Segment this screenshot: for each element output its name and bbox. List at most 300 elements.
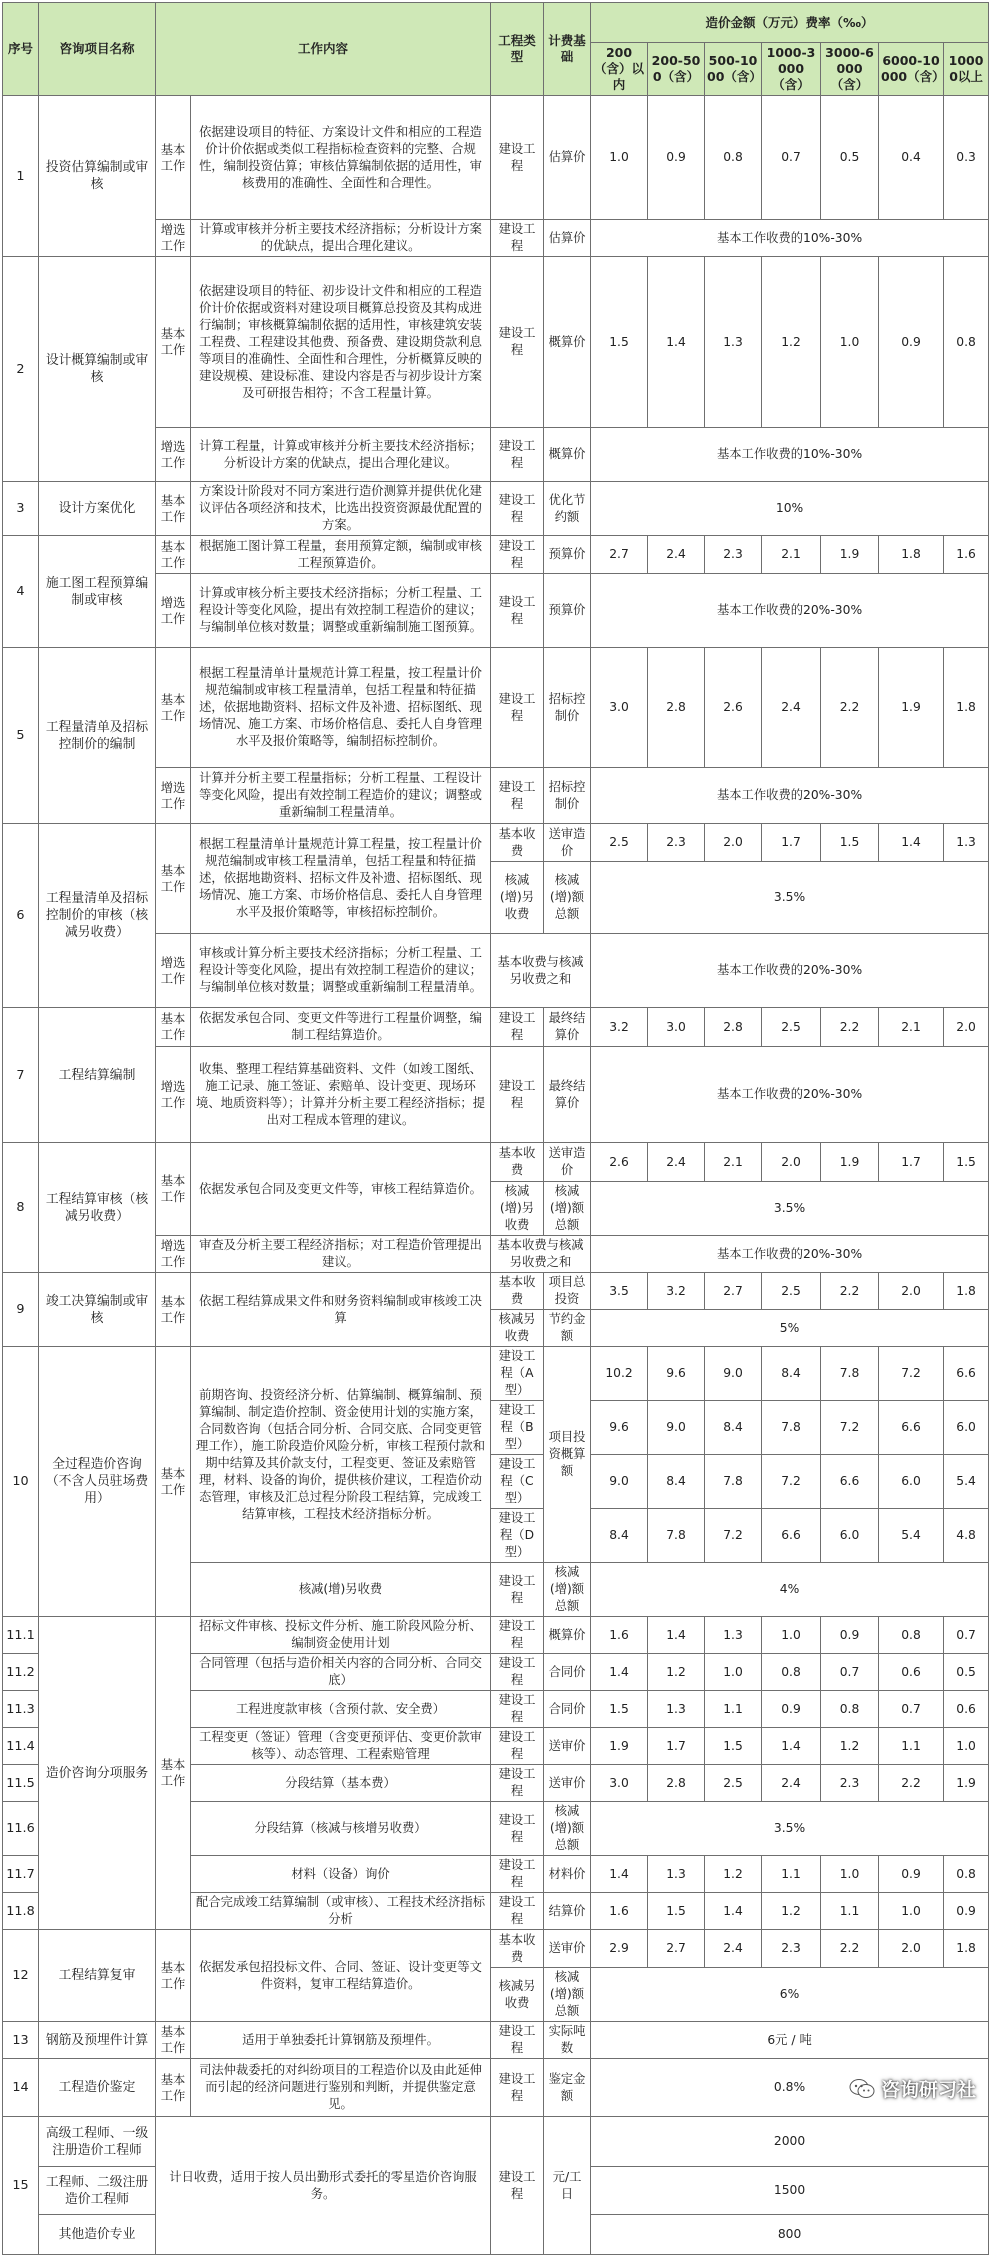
fee-basis: 最终结算价 xyxy=(544,1008,591,1047)
row-seq: 2 xyxy=(3,257,39,482)
work-content: 计算或审核分析主要技术经济指标；分析工程量、工程设计等变化风险，提出有效控制工程造价的建议；与编制单位核对数量；调整或重新编制施工图预算。 xyxy=(191,574,491,648)
rate-cell: 1.4 xyxy=(762,1728,821,1765)
row-seq: 11.1 xyxy=(3,1617,39,1654)
work-kind: 基本工作 xyxy=(156,1617,191,1930)
project-name: 投资估算编制或审核 xyxy=(39,96,156,257)
header-basis: 计费基础 xyxy=(544,3,591,96)
rate-cell: 0.8 xyxy=(944,1856,989,1893)
work-content: 招标文件审核、投标文件分析、施工阶段风险分析、编制资金使用计划 xyxy=(191,1617,491,1654)
rate-cell: 2.4 xyxy=(705,1930,762,1968)
table-row xyxy=(3,648,989,768)
rate-cell: 1.3 xyxy=(944,824,989,862)
fee-basis: 核减(增)额总额 xyxy=(544,1563,591,1617)
project-type: 建设工程（D型） xyxy=(491,1509,544,1563)
header-fee-group: 造价金额（万元）费率（‰） xyxy=(591,3,989,43)
header-content: 工作内容 xyxy=(156,3,491,96)
work-content: 审核或计算分析主要技术经济指标；分析工程量、工程设计等变化风险，提出有效控制工程造价的建议；与编制单位核对数量；调整或重新编制工程量清单。 xyxy=(191,934,491,1008)
rate-cell: 1.8 xyxy=(944,648,989,768)
project-name: 工程量清单及招标控制价的审核（核减另收费） xyxy=(39,824,156,1008)
rate-cell: 2.1 xyxy=(762,536,821,574)
table-row xyxy=(3,2117,989,2167)
rate-cell: 1.2 xyxy=(762,1893,821,1930)
rate-span: 4% xyxy=(591,1563,989,1617)
rate-cell: 0.8 xyxy=(944,257,989,428)
rate-cell: 0.9 xyxy=(762,1691,821,1728)
row-seq: 7 xyxy=(3,1008,39,1143)
rate-cell: 2.5 xyxy=(591,824,648,862)
rate-cell: 2.5 xyxy=(762,1273,821,1310)
fee-basis: 送审价 xyxy=(544,1765,591,1802)
table-row xyxy=(3,1347,989,1401)
work-content: 依据发承包招投标文件、合同、签证、设计变更等文件资料，复审工程结算造价。 xyxy=(191,1930,491,2022)
project-name: 工程量清单及招标控制价的编制 xyxy=(39,648,156,824)
work-content: 依据发承包合同及变更文件等，审核工程结算造价。 xyxy=(191,1143,491,1236)
rate-span: 3.5% xyxy=(591,862,989,934)
project-name: 造价咨询分项服务 xyxy=(39,1617,156,1930)
project-name: 钢筋及预埋件计算 xyxy=(39,2022,156,2059)
watermark xyxy=(849,2075,976,2102)
rate-cell: 2.0 xyxy=(879,1273,944,1310)
project-type: 建设工程 xyxy=(491,1765,544,1802)
rate-cell: 1.3 xyxy=(705,1617,762,1654)
rate-cell: 1.2 xyxy=(821,1728,879,1765)
rate-cell: 0.6 xyxy=(944,1691,989,1728)
project-name: 工程结算复审 xyxy=(39,1930,156,2022)
wechat-icon xyxy=(849,2078,875,2100)
project-type: 建设工程 xyxy=(491,1856,544,1893)
rate-cell: 6.6 xyxy=(762,1509,821,1563)
rate-span: 基本工作收费的20%-30% xyxy=(591,574,989,648)
work-kind: 增选工作 xyxy=(156,934,191,1008)
row-seq: 15 xyxy=(3,2117,39,2255)
header-tier: 1000-3000（含） xyxy=(762,43,821,96)
rate-cell: 1.1 xyxy=(762,1856,821,1893)
fee-basis: 项目总投资 xyxy=(544,1273,591,1310)
work-kind: 基本工作 xyxy=(156,1008,191,1047)
project-type: 建设工程 xyxy=(491,536,544,574)
row-seq: 5 xyxy=(3,648,39,824)
work-kind: 基本工作 xyxy=(156,1930,191,2022)
project-type: 基本收费与核减另收费之和 xyxy=(491,1236,591,1273)
table-row xyxy=(3,482,989,536)
rate-cell: 9.0 xyxy=(648,1401,705,1455)
header-tier: 10000以上 xyxy=(944,43,989,96)
rate-cell: 3.2 xyxy=(591,1008,648,1047)
table-row xyxy=(3,1273,989,1310)
fee-basis: 概算价 xyxy=(544,428,591,482)
rate-span: 5% xyxy=(591,1310,989,1347)
rate-cell: 7.2 xyxy=(705,1509,762,1563)
work-content: 前期咨询、投资经济分析、估算编制、概算编制、预算编制、制定造价控制、资金使用计划的实施方案，合同数咨询（包括合同分析、合同交底、合同变更管理工作），施工阶段造价风险分析，审核工程预付款和期中结算及其价款支付，工程变更、签证及索赔管理，材料、设备的询价，提供核价建议，工程造价动态管理，审核及汇总过程分阶段工程结算，完成竣工结算审核，工程技术经济指标分析。 xyxy=(191,1347,491,1563)
project-type: 建设工程 xyxy=(491,482,544,536)
project-name: 高级工程师、一级注册造价工程师 xyxy=(39,2117,156,2167)
rate-cell: 2.3 xyxy=(705,536,762,574)
rate-cell: 1.6 xyxy=(591,1617,648,1654)
fee-basis: 估算价 xyxy=(544,220,591,257)
rate-span: 3.5% xyxy=(591,1802,989,1856)
rate-cell: 6.6 xyxy=(821,1455,879,1509)
table-row xyxy=(3,2059,989,2117)
row-seq: 8 xyxy=(3,1143,39,1273)
rate-cell: 1.7 xyxy=(762,824,821,862)
work-content: 工程进度款审核（含预付款、安全费） xyxy=(191,1691,491,1728)
rate-span: 基本工作收费的10%-30% xyxy=(591,428,989,482)
rate-cell: 1.4 xyxy=(705,1893,762,1930)
rate-span: 800 xyxy=(591,2215,989,2255)
rate-span: 6% xyxy=(591,1968,989,2022)
rate-cell: 6.6 xyxy=(944,1347,989,1401)
work-content: 材料（设备）询价 xyxy=(191,1856,491,1893)
table-row xyxy=(3,1008,989,1047)
rate-cell: 0.3 xyxy=(944,96,989,220)
rate-cell: 2.9 xyxy=(591,1930,648,1968)
rate-cell: 2.5 xyxy=(705,1765,762,1802)
fee-basis: 招标控制价 xyxy=(544,648,591,768)
work-content: 依据建设项目的特征、方案设计文件和相应的工程造价计价依据或类似工程指标检查资料的完整、合规性，编制投资估算；审核估算编制依据的适用性，审核费用的准确性、全面性和合理性。 xyxy=(191,96,491,220)
rate-cell: 9.0 xyxy=(591,1455,648,1509)
project-type: 建设工程 xyxy=(491,768,544,824)
rate-cell: 0.9 xyxy=(648,96,705,220)
fee-basis: 核减(增)额总额 xyxy=(544,862,591,934)
rate-cell: 0.6 xyxy=(879,1654,944,1691)
rate-cell: 0.5 xyxy=(821,96,879,220)
rate-span: 2000 xyxy=(591,2117,989,2167)
rate-cell: 2.2 xyxy=(821,1273,879,1310)
project-type: 建设工程 xyxy=(491,1893,544,1930)
header-tier: 3000-6000（含） xyxy=(821,43,879,96)
rate-cell: 2.6 xyxy=(705,648,762,768)
rate-cell: 2.7 xyxy=(705,1273,762,1310)
rate-cell: 0.7 xyxy=(821,1654,879,1691)
work-content: 根据工程量清单计量规范计算工程量，按工程量计价规范编制或审核工程量清单，包括工程量和特征描述，依据地勘资料、招标文件及补遗、招标图纸、现场情况、施工方案、市场价格信息、委托人自身管理水平及报价策略等，审核招标控制价。 xyxy=(191,824,491,934)
watermark-text: 咨询研习社 xyxy=(880,2079,976,2101)
rate-cell: 2.4 xyxy=(648,1143,705,1182)
table-row xyxy=(3,824,989,862)
work-content: 计算工程量，计算或审核并分析主要技术经济指标；分析设计方案的优缺点，提出合理化建议。 xyxy=(191,428,491,482)
header-tier: 500-1000（含） xyxy=(705,43,762,96)
fee-basis: 招标控制价 xyxy=(544,768,591,824)
rate-span: 基本工作收费的20%-30% xyxy=(591,1236,989,1273)
rate-cell: 1.5 xyxy=(821,824,879,862)
fee-basis: 合同价 xyxy=(544,1691,591,1728)
rate-cell: 0.9 xyxy=(879,1856,944,1893)
fee-basis: 预算价 xyxy=(544,536,591,574)
work-kind: 基本工作 xyxy=(156,482,191,536)
project-name: 设计概算编制或审核 xyxy=(39,257,156,482)
rate-cell: 2.0 xyxy=(705,824,762,862)
work-content: 司法仲裁委托的对纠纷项目的工程造价以及由此延伸而引起的经济问题进行鉴别和判断，并提供鉴定意见。 xyxy=(191,2059,491,2117)
work-kind: 增选工作 xyxy=(156,574,191,648)
rate-cell: 0.9 xyxy=(944,1893,989,1930)
project-type: 建设工程 xyxy=(491,257,544,428)
rate-cell: 2.7 xyxy=(648,1930,705,1968)
rate-cell: 0.4 xyxy=(879,96,944,220)
project-type: 基本收费 xyxy=(491,1143,544,1182)
project-type: 核减另收费 xyxy=(491,1310,544,1347)
fee-basis: 核减(增)额总额 xyxy=(544,1968,591,2022)
work-kind: 增选工作 xyxy=(156,1236,191,1273)
rate-cell: 8.4 xyxy=(762,1347,821,1401)
rate-cell: 2.2 xyxy=(879,1765,944,1802)
work-kind: 基本工作 xyxy=(156,648,191,768)
page xyxy=(0,2,990,2242)
rate-cell: 1.8 xyxy=(944,1930,989,1968)
fee-basis: 元/工日 xyxy=(544,2117,591,2255)
fee-table xyxy=(2,2,989,2255)
rate-cell: 2.3 xyxy=(821,1765,879,1802)
work-kind: 基本工作 xyxy=(156,536,191,574)
project-type: 建设工程 xyxy=(491,220,544,257)
rate-cell: 0.8 xyxy=(821,1691,879,1728)
rate-cell: 1.9 xyxy=(821,1143,879,1182)
fee-basis: 预算价 xyxy=(544,574,591,648)
fee-basis: 节约金额 xyxy=(544,1310,591,1347)
rate-cell: 2.3 xyxy=(648,824,705,862)
rate-cell: 2.4 xyxy=(648,536,705,574)
work-kind: 增选工作 xyxy=(156,1047,191,1143)
rate-cell: 1.5 xyxy=(591,1691,648,1728)
row-seq: 11.7 xyxy=(3,1856,39,1893)
rate-cell: 1.0 xyxy=(705,1654,762,1691)
rate-cell: 2.5 xyxy=(762,1008,821,1047)
rate-cell: 1.9 xyxy=(879,648,944,768)
rate-cell: 1.3 xyxy=(705,257,762,428)
table-row xyxy=(3,1930,989,1968)
row-seq: 4 xyxy=(3,536,39,648)
project-type: 基本收费 xyxy=(491,824,544,862)
work-content: 配合完成竣工结算编制（或审核）、工程技术经济指标分析 xyxy=(191,1893,491,1930)
rate-cell: 2.8 xyxy=(648,648,705,768)
project-type: 建设工程 xyxy=(491,2117,544,2255)
rate-cell: 2.1 xyxy=(879,1008,944,1047)
project-type: 建设工程 xyxy=(491,1728,544,1765)
rate-cell: 0.8 xyxy=(879,1617,944,1654)
work-content: 核减(增)另收费 xyxy=(191,1563,491,1617)
fee-basis: 优化节约额 xyxy=(544,482,591,536)
fee-basis: 材料价 xyxy=(544,1856,591,1893)
rate-cell: 8.4 xyxy=(705,1401,762,1455)
project-type: 建设工程 xyxy=(491,2059,544,2117)
row-seq: 11.6 xyxy=(3,1802,39,1856)
project-name: 施工图工程预算编制或审核 xyxy=(39,536,156,648)
fee-basis: 核减(增)额总额 xyxy=(544,1182,591,1236)
rate-cell: 1.0 xyxy=(762,1617,821,1654)
work-content: 合同管理（包括与造价相关内容的合同分析、合同交底） xyxy=(191,1654,491,1691)
fee-basis: 概算价 xyxy=(544,1617,591,1654)
rate-cell: 1.9 xyxy=(821,536,879,574)
rate-cell: 7.2 xyxy=(762,1455,821,1509)
rate-cell: 2.0 xyxy=(762,1143,821,1182)
table-row xyxy=(3,1143,989,1182)
rate-cell: 3.0 xyxy=(591,1765,648,1802)
rate-cell: 2.0 xyxy=(944,1008,989,1047)
project-type: 基本收费 xyxy=(491,1273,544,1310)
rate-cell: 1.4 xyxy=(648,257,705,428)
table-row xyxy=(3,2022,989,2059)
work-kind: 基本工作 xyxy=(156,2059,191,2117)
header-type: 工程类型 xyxy=(491,3,544,96)
project-type: 核减(增)另收费 xyxy=(491,862,544,934)
rate-cell: 2.3 xyxy=(762,1930,821,1968)
fee-basis: 鉴定金额 xyxy=(544,2059,591,2117)
rate-span: 基本工作收费的20%-30% xyxy=(591,1047,989,1143)
rate-cell: 2.2 xyxy=(821,1930,879,1968)
fee-basis: 合同价 xyxy=(544,1654,591,1691)
rate-span: 10% xyxy=(591,482,989,536)
project-type: 建设工程 xyxy=(491,1617,544,1654)
rate-cell: 3.0 xyxy=(591,648,648,768)
rate-cell: 1.2 xyxy=(648,1654,705,1691)
project-name: 工程结算审核（核减另收费） xyxy=(39,1143,156,1273)
fee-basis: 送审造价 xyxy=(544,1143,591,1182)
row-seq: 6 xyxy=(3,824,39,1008)
rate-cell: 3.0 xyxy=(648,1008,705,1047)
project-name: 设计方案优化 xyxy=(39,482,156,536)
rate-cell: 2.2 xyxy=(821,1008,879,1047)
rate-cell: 1.0 xyxy=(821,257,879,428)
header-tier: 200-500（含） xyxy=(648,43,705,96)
rate-cell: 3.5 xyxy=(591,1273,648,1310)
row-seq: 11.2 xyxy=(3,1654,39,1691)
rate-cell: 0.8 xyxy=(705,96,762,220)
project-type: 建设工程 xyxy=(491,1008,544,1047)
fee-basis: 送审价 xyxy=(544,1728,591,1765)
work-kind: 基本工作 xyxy=(156,257,191,428)
row-seq: 11.4 xyxy=(3,1728,39,1765)
project-type: 建设工程 xyxy=(491,1691,544,1728)
table-row xyxy=(3,1617,989,1654)
project-type: 建设工程（A型） xyxy=(491,1347,544,1401)
rate-cell: 9.6 xyxy=(648,1347,705,1401)
work-content: 根据工程量清单计量规范计算工程量，按工程量计价规范编制或审核工程量清单，包括工程量和特征描述，依据地勘资料、招标文件及补遗、招标图纸、现场情况、施工方案、市场价格信息、委托人自身管理水平及报价策略等，编制招标控制价。 xyxy=(191,648,491,768)
rate-cell: 5.4 xyxy=(944,1455,989,1509)
rate-cell: 0.9 xyxy=(821,1617,879,1654)
row-seq: 14 xyxy=(3,2059,39,2117)
table-row xyxy=(3,536,989,574)
fee-basis: 实际吨数 xyxy=(544,2022,591,2059)
work-kind: 增选工作 xyxy=(156,220,191,257)
project-type: 建设工程（C型） xyxy=(491,1455,544,1509)
rate-cell: 1.4 xyxy=(879,824,944,862)
rate-cell: 3.2 xyxy=(648,1273,705,1310)
project-type: 建设工程（B型） xyxy=(491,1401,544,1455)
work-content: 适用于单独委托计算钢筋及预埋件。 xyxy=(191,2022,491,2059)
table-row xyxy=(3,96,989,220)
fee-basis: 送审造价 xyxy=(544,824,591,862)
work-kind: 基本工作 xyxy=(156,2022,191,2059)
row-seq: 11.8 xyxy=(3,1893,39,1930)
rate-cell: 6.6 xyxy=(879,1401,944,1455)
rate-cell: 1.2 xyxy=(705,1856,762,1893)
rate-cell: 9.6 xyxy=(591,1401,648,1455)
header-seq: 序号 xyxy=(3,3,39,96)
fee-basis: 概算价 xyxy=(544,257,591,428)
project-type: 建设工程 xyxy=(491,1563,544,1617)
rate-cell: 1.6 xyxy=(591,1893,648,1930)
rate-cell: 9.0 xyxy=(705,1347,762,1401)
rate-cell: 7.8 xyxy=(648,1509,705,1563)
fee-basis: 估算价 xyxy=(544,96,591,220)
rate-cell: 1.8 xyxy=(944,1273,989,1310)
project-name: 其他造价专业 xyxy=(39,2215,156,2255)
work-content: 计日收费，适用于按人员出勤形式委托的零星造价咨询服务。 xyxy=(156,2117,491,2255)
row-seq: 1 xyxy=(3,96,39,257)
rate-cell: 0.7 xyxy=(944,1617,989,1654)
rate-cell: 6.0 xyxy=(821,1509,879,1563)
rate-cell: 1.1 xyxy=(879,1728,944,1765)
header-tier: 200（含）以内 xyxy=(591,43,648,96)
rate-cell: 2.4 xyxy=(762,1765,821,1802)
project-type: 核减另收费 xyxy=(491,1968,544,2022)
rate-cell: 1.0 xyxy=(944,1728,989,1765)
rate-cell: 1.9 xyxy=(944,1765,989,1802)
project-type: 建设工程 xyxy=(491,96,544,220)
row-seq: 12 xyxy=(3,1930,39,2022)
rate-cell: 1.2 xyxy=(762,257,821,428)
rate-cell: 1.5 xyxy=(944,1143,989,1182)
rate-cell: 1.3 xyxy=(648,1856,705,1893)
rate-span: 基本工作收费的20%-30% xyxy=(591,934,989,1008)
rate-span: 基本工作收费的20%-30% xyxy=(591,768,989,824)
work-content: 审查及分析主要工程经济指标；对工程造价管理提出建议。 xyxy=(191,1236,491,1273)
rate-cell: 1.5 xyxy=(705,1728,762,1765)
rate-cell: 1.4 xyxy=(591,1654,648,1691)
rate-cell: 7.8 xyxy=(762,1401,821,1455)
rate-cell: 1.7 xyxy=(648,1728,705,1765)
project-type: 建设工程 xyxy=(491,1047,544,1143)
rate-cell: 1.1 xyxy=(705,1691,762,1728)
work-kind: 基本工作 xyxy=(156,96,191,220)
work-kind: 增选工作 xyxy=(156,428,191,482)
rate-span: 1500 xyxy=(591,2167,989,2215)
fee-basis: 最终结算价 xyxy=(544,1047,591,1143)
work-content: 计算或审核并分析主要技术经济指标；分析设计方案的优缺点，提出合理化建议。 xyxy=(191,220,491,257)
rate-cell: 0.8 xyxy=(762,1654,821,1691)
rate-span: 基本工作收费的10%-30% xyxy=(591,220,989,257)
rate-cell: 2.6 xyxy=(591,1143,648,1182)
rate-cell: 2.2 xyxy=(821,648,879,768)
project-type: 建设工程 xyxy=(491,648,544,768)
work-content: 依据发承包合同、变更文件等进行工程量价调整，编制工程结算造价。 xyxy=(191,1008,491,1047)
rate-cell: 1.6 xyxy=(944,536,989,574)
project-type: 建设工程 xyxy=(491,1802,544,1856)
project-name: 全过程造价咨询（不含人员驻场费用） xyxy=(39,1347,156,1617)
rate-cell: 0.5 xyxy=(944,1654,989,1691)
project-name: 工程师、二级注册造价工程师 xyxy=(39,2167,156,2215)
rate-cell: 7.8 xyxy=(705,1455,762,1509)
work-content: 分段结算（核减与核增另收费） xyxy=(191,1802,491,1856)
work-content: 依据工程结算成果文件和财务资料编制或审核竣工决算 xyxy=(191,1273,491,1347)
rate-cell: 1.4 xyxy=(591,1856,648,1893)
work-kind: 增选工作 xyxy=(156,768,191,824)
rate-cell: 8.4 xyxy=(648,1455,705,1509)
row-seq: 3 xyxy=(3,482,39,536)
rate-cell: 4.8 xyxy=(944,1509,989,1563)
rate-cell: 0.7 xyxy=(879,1691,944,1728)
rate-cell: 8.4 xyxy=(591,1509,648,1563)
fee-basis: 结算价 xyxy=(544,1893,591,1930)
work-kind: 基本工作 xyxy=(156,1143,191,1236)
work-content: 方案设计阶段对不同方案进行造价测算并提供优化建议评估各项经济和技术，比选出投资资源最优配置的方案。 xyxy=(191,482,491,536)
rate-cell: 2.7 xyxy=(591,536,648,574)
rate-cell: 5.4 xyxy=(879,1509,944,1563)
rate-cell: 1.1 xyxy=(821,1893,879,1930)
rate-cell: 7.2 xyxy=(879,1347,944,1401)
project-type: 建设工程 xyxy=(491,1654,544,1691)
project-type: 核减(增)另收费 xyxy=(491,1182,544,1236)
work-kind: 基本工作 xyxy=(156,1273,191,1347)
rate-cell: 1.9 xyxy=(591,1728,648,1765)
